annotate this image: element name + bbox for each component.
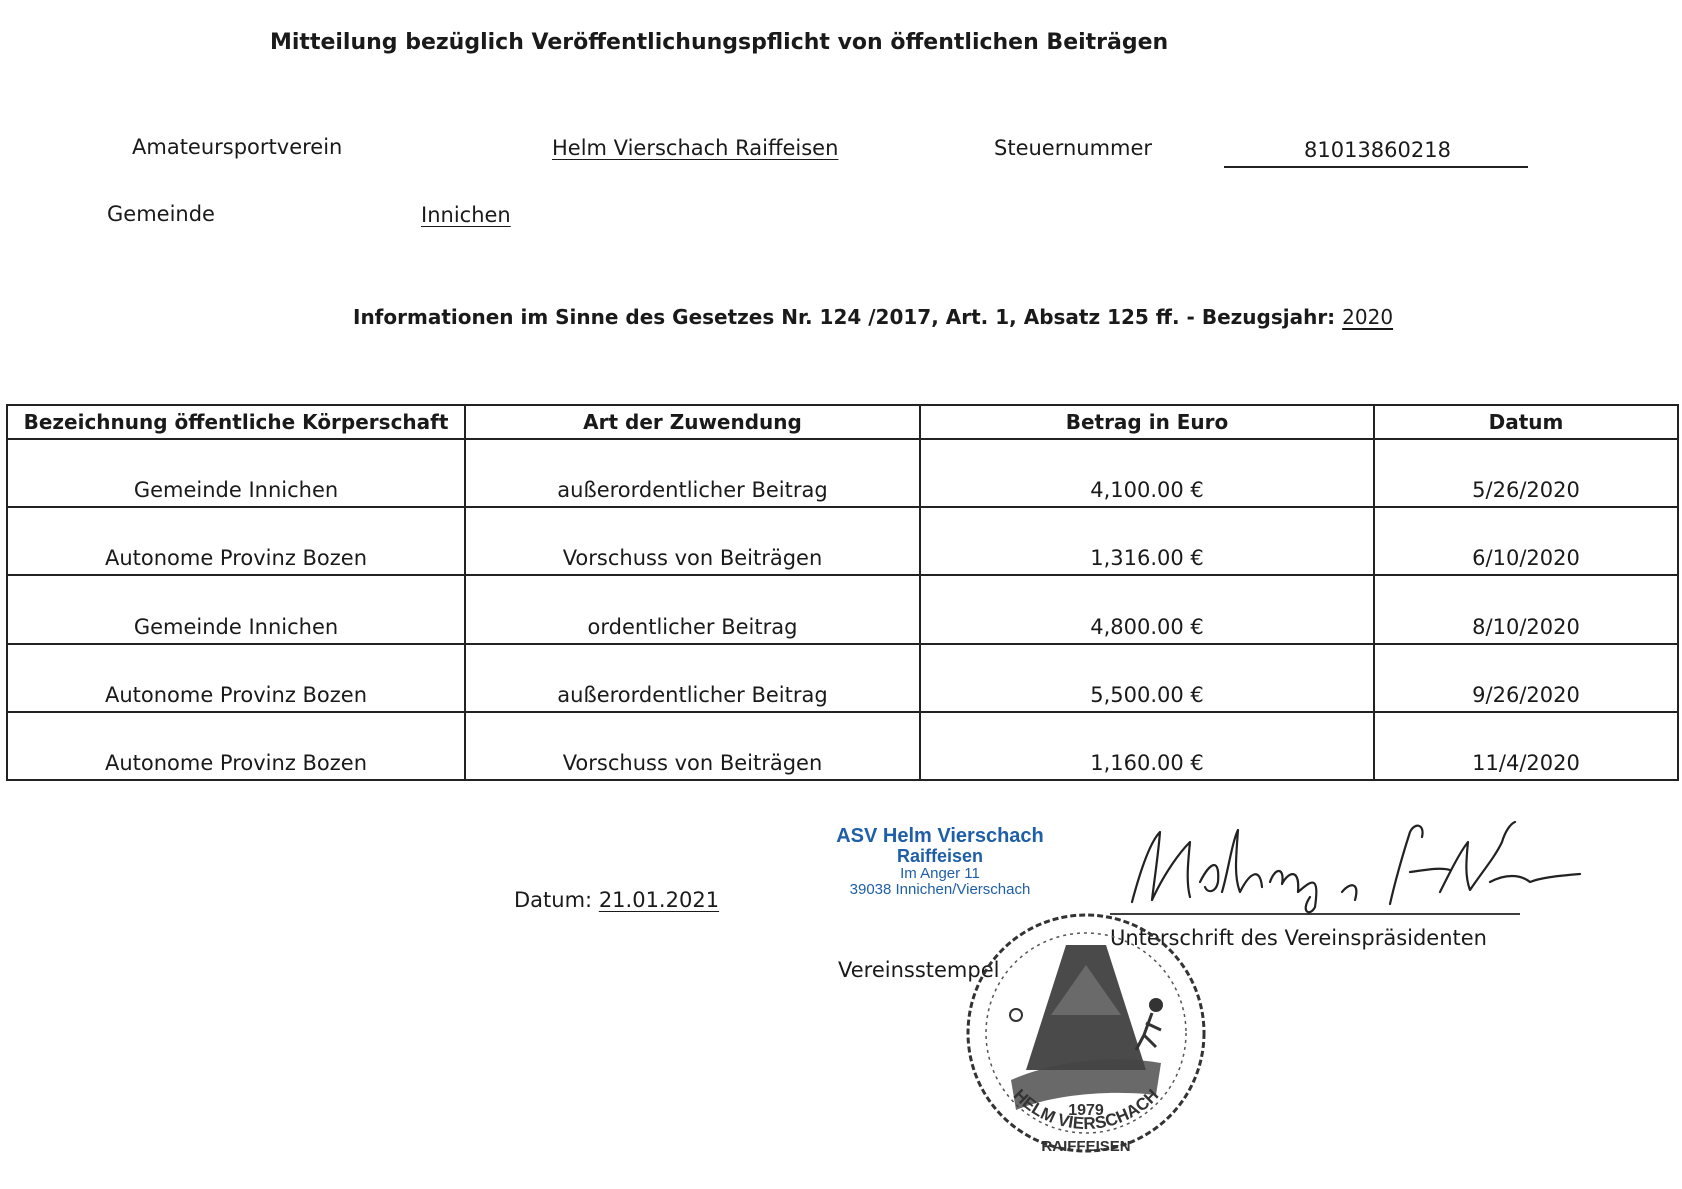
legal-info-text: Informationen im Sinne des Gesetzes Nr. 124 /2017, Art. 1, Absatz 125 ff. - Bezugsjahr:	[353, 305, 1336, 329]
seal-year: 1979	[1068, 1102, 1104, 1119]
tax-number-value: 81013860218	[1304, 138, 1451, 162]
table-row	[7, 575, 1678, 643]
seal-ring-text: HELM VIERSCHACH	[1009, 1085, 1163, 1134]
cell-date: 5/26/2020	[1374, 439, 1678, 507]
reference-year: 2020	[1342, 305, 1394, 329]
header-date: Datum	[1374, 405, 1678, 439]
cell-grant-type: außerordentlicher Beitrag	[465, 644, 920, 712]
signing-date	[514, 888, 719, 912]
stamp-label: Vereinsstempel	[838, 958, 1000, 982]
cell-public-body: Autonome Provinz Bozen	[7, 712, 465, 780]
cell-date: 6/10/2020	[1374, 507, 1678, 575]
cell-date: 8/10/2020	[1374, 575, 1678, 643]
cell-date: 9/26/2020	[1374, 644, 1678, 712]
table-row	[7, 712, 1678, 780]
cell-amount: 4,100.00 €	[920, 439, 1374, 507]
association-label: Amateursportverein	[132, 135, 343, 159]
tax-number-underline	[1224, 166, 1528, 168]
stamp-line-4: 39038 Innichen/Vierschach	[849, 880, 1031, 898]
header-public-body: Bezeichnung öffentliche Körperschaft	[7, 405, 465, 439]
stamp-line-1: ASV Helm Vierschach	[836, 825, 1044, 847]
date-value: 21.01.2021	[598, 888, 720, 912]
municipality-value: Innichen	[421, 203, 511, 227]
stamp-line-2: Raiffeisen	[896, 846, 984, 866]
cell-public-body: Gemeinde Innichen	[7, 439, 465, 507]
seal-ring-text-2: RAIFFEISEN	[1041, 1138, 1131, 1155]
grants-table	[6, 404, 1679, 781]
address-stamp	[820, 826, 1060, 897]
cell-amount: 5,500.00 €	[920, 644, 1374, 712]
cell-public-body: Autonome Provinz Bozen	[7, 507, 465, 575]
stamp-line-3: Im Anger 11	[900, 864, 980, 882]
document-title: Mitteilung bezüglich Veröffentlichungspflicht von öffentlichen Beiträgen	[270, 30, 1169, 55]
date-label: Datum:	[514, 888, 593, 912]
signature-label: Unterschrift des Vereinspräsidenten	[1110, 926, 1487, 950]
club-seal-icon	[956, 905, 1216, 1165]
cell-grant-type: Vorschuss von Beiträgen	[465, 712, 920, 780]
cell-public-body: Gemeinde Innichen	[7, 575, 465, 643]
cell-amount: 4,800.00 €	[920, 575, 1374, 643]
cell-public-body: Autonome Provinz Bozen	[7, 644, 465, 712]
header-grant-type: Art der Zuwendung	[465, 405, 920, 439]
cell-grant-type: Vorschuss von Beiträgen	[465, 507, 920, 575]
association-name: Helm Vierschach Raiffeisen	[552, 136, 839, 160]
tax-number-label: Steuernummer	[994, 136, 1153, 160]
cell-grant-type: außerordentlicher Beitrag	[465, 439, 920, 507]
table-row	[7, 439, 1678, 507]
cell-date: 11/4/2020	[1374, 712, 1678, 780]
legal-info-line	[353, 305, 1393, 329]
table-row	[7, 507, 1678, 575]
table-header-row	[7, 405, 1678, 439]
municipality-label: Gemeinde	[107, 202, 215, 226]
header-amount: Betrag in Euro	[920, 405, 1374, 439]
cell-amount: 1,160.00 €	[920, 712, 1374, 780]
cell-amount: 1,316.00 €	[920, 507, 1374, 575]
table-row	[7, 644, 1678, 712]
cell-grant-type: ordentlicher Beitrag	[465, 575, 920, 643]
